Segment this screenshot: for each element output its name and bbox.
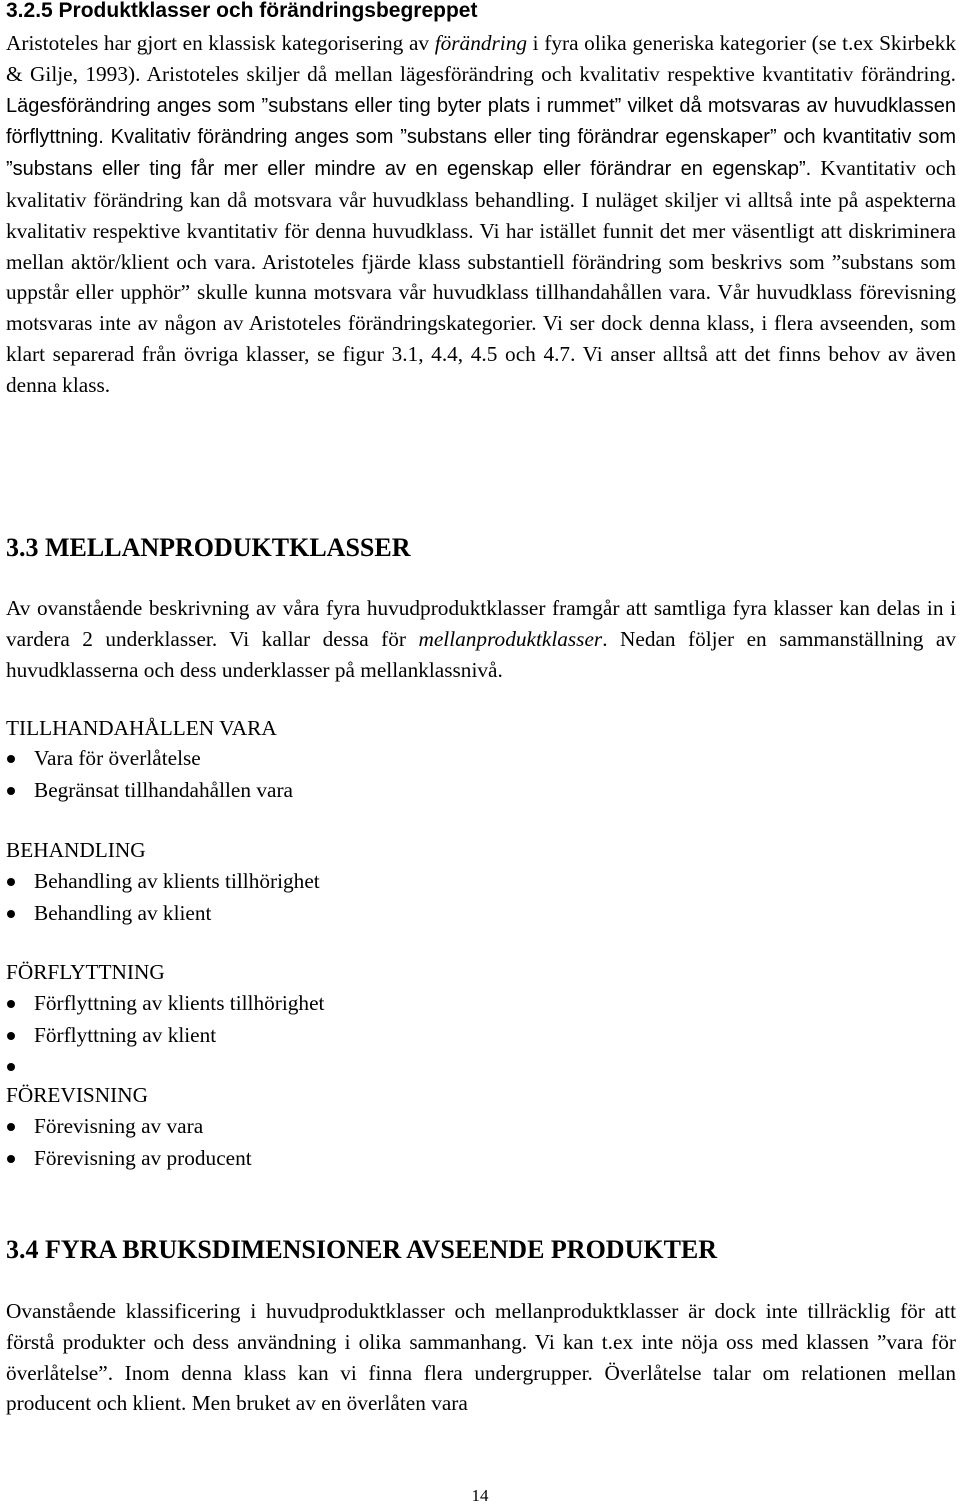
emphasis-text: förändring (434, 31, 528, 55)
quoted-definition-text: Lägesförändring anges som ”substans eller ting byter plats i rummet” vilket då motsvaras av huvudklassen förflyttning. Kvalitativ förändring anges som ”substans eller ting förändrar egenskaper” och kvantitativ som ”substans eller ting får mer eller mindre av en egenskap eller förändrar en egenskap”. (6, 94, 956, 181)
bullet-list-tillhandahallen-vara (6, 743, 293, 806)
group-title-forflyttning: FÖRFLYTTNING (6, 960, 165, 984)
paragraph-mellanproduktklasser (6, 593, 956, 685)
list-item (6, 1143, 252, 1175)
list-item-text: Förflyttning av klients tillhörighet (34, 991, 325, 1015)
list-item (6, 988, 324, 1020)
list-item-text: Vara för överlåtelse (34, 746, 201, 770)
list-item-text: Behandling av klient (34, 900, 212, 925)
list-item (6, 898, 320, 930)
section-heading-3-3: 3.3 MELLANPRODUKTKLASSER (6, 533, 411, 562)
bullet-icon (7, 787, 15, 795)
paragraph-bruksdimensioner: Ovanstående klassificering i huvudproduktklasser och mellanproduktklasser är dock inte tillräcklig för att förstå produkter och dess användning i olika sammanhang. Vi kan t.ex inte nöja oss med klassen ”vara för överlåtelse”. Inom denna klass kan vi finna flera undergrupper. Överlåtelse talar om relationen mellan producent och klient. Men bruket av en överlåten vara (6, 1299, 956, 1416)
bullet-list-behandling (6, 866, 320, 929)
list-item-text: Begränsat tillhandahållen vara (34, 777, 294, 802)
bullet-list-forevisning (6, 1111, 252, 1174)
bullet-icon (7, 910, 15, 918)
list-item (6, 1051, 324, 1083)
emphasis-text: mellanproduktklasser (418, 626, 603, 651)
paragraph-text: . Nedan följer en sammanställning av huvudklasserna och dess underklasser på mellanklassnivå. (6, 626, 956, 682)
paragraph-text: i fyra olika generiska kategorier (se t.ex Skirbekk & Gilje, 1993). Aristoteles skiljer då mellan lägesförändring och kvalitativ respektive kvantitativ förändring. (6, 31, 956, 86)
list-item (6, 743, 293, 775)
group-title-behandling: BEHANDLING (6, 838, 146, 862)
bullet-icon (7, 1032, 15, 1040)
list-item-text: Förevisning av vara (34, 1114, 204, 1138)
bullet-icon (7, 878, 15, 886)
bullet-icon (7, 755, 15, 763)
list-item-text: Behandling av klients tillhörighet (34, 869, 320, 893)
section-heading-3-2-5: 3.2.5 Produktklasser och förändringsbegreppet (6, 0, 478, 22)
paragraph-text: Kvantitativ och kvalitativ förändring kan då motsvara vår huvudklass behandling. I nuläget skiljer vi alltså inte på aspekterna kvalitativ respektive kvantitativ för denna huvudklass. Vi har istället funnit det mer väsentligt att diskriminera mellan aktör/klient och vara. Aristoteles fjärde klass substantiell förändring som beskrivs som ”substans som uppstår eller upphör” skulle kunna motsvara vår huvudklass tillhandahållen vara. Vår huvudklass förevisning motsvaras inte av någon av Aristoteles förändringskategorier. Vi ser dock denna klass, i flera avseenden, som klart separerad från övriga klasser, se figur 3.1, 4.4, 4.5 och 4.7. Vi anser alltså att det finns behov av även denna klass. (6, 156, 956, 397)
paragraph-aristoteles (6, 28, 956, 401)
list-item (6, 775, 293, 807)
bullet-icon (7, 1063, 15, 1071)
paragraph-text: Av ovanstående beskrivning av våra fyra huvudproduktklasser framgår att samtliga fyra klasser kan delas in i vardera 2 underklasser. Vi kallar dessa för (6, 596, 956, 651)
list-item (6, 1020, 324, 1052)
group-title-forevisning: FÖREVISNING (6, 1083, 148, 1107)
bullet-icon (7, 1000, 15, 1008)
section-heading-3-4: 3.4 FYRA BRUKSDIMENSIONER AVSEENDE PRODUKTER (6, 1235, 718, 1264)
bullet-icon (7, 1155, 15, 1163)
bullet-icon (7, 1123, 15, 1131)
list-item (6, 866, 320, 898)
list-item-text: Förflyttning av klient (34, 1022, 217, 1047)
list-item (6, 1111, 252, 1143)
bullet-list-forflyttning (6, 988, 324, 1083)
list-item-text: Förevisning av producent (34, 1145, 252, 1170)
paragraph-text: Aristoteles har gjort en klassisk kategorisering av (6, 31, 435, 55)
group-title-tillhandahallen-vara: TILLHANDAHÅLLEN VARA (6, 716, 277, 740)
page-number: 14 (471, 1486, 489, 1505)
